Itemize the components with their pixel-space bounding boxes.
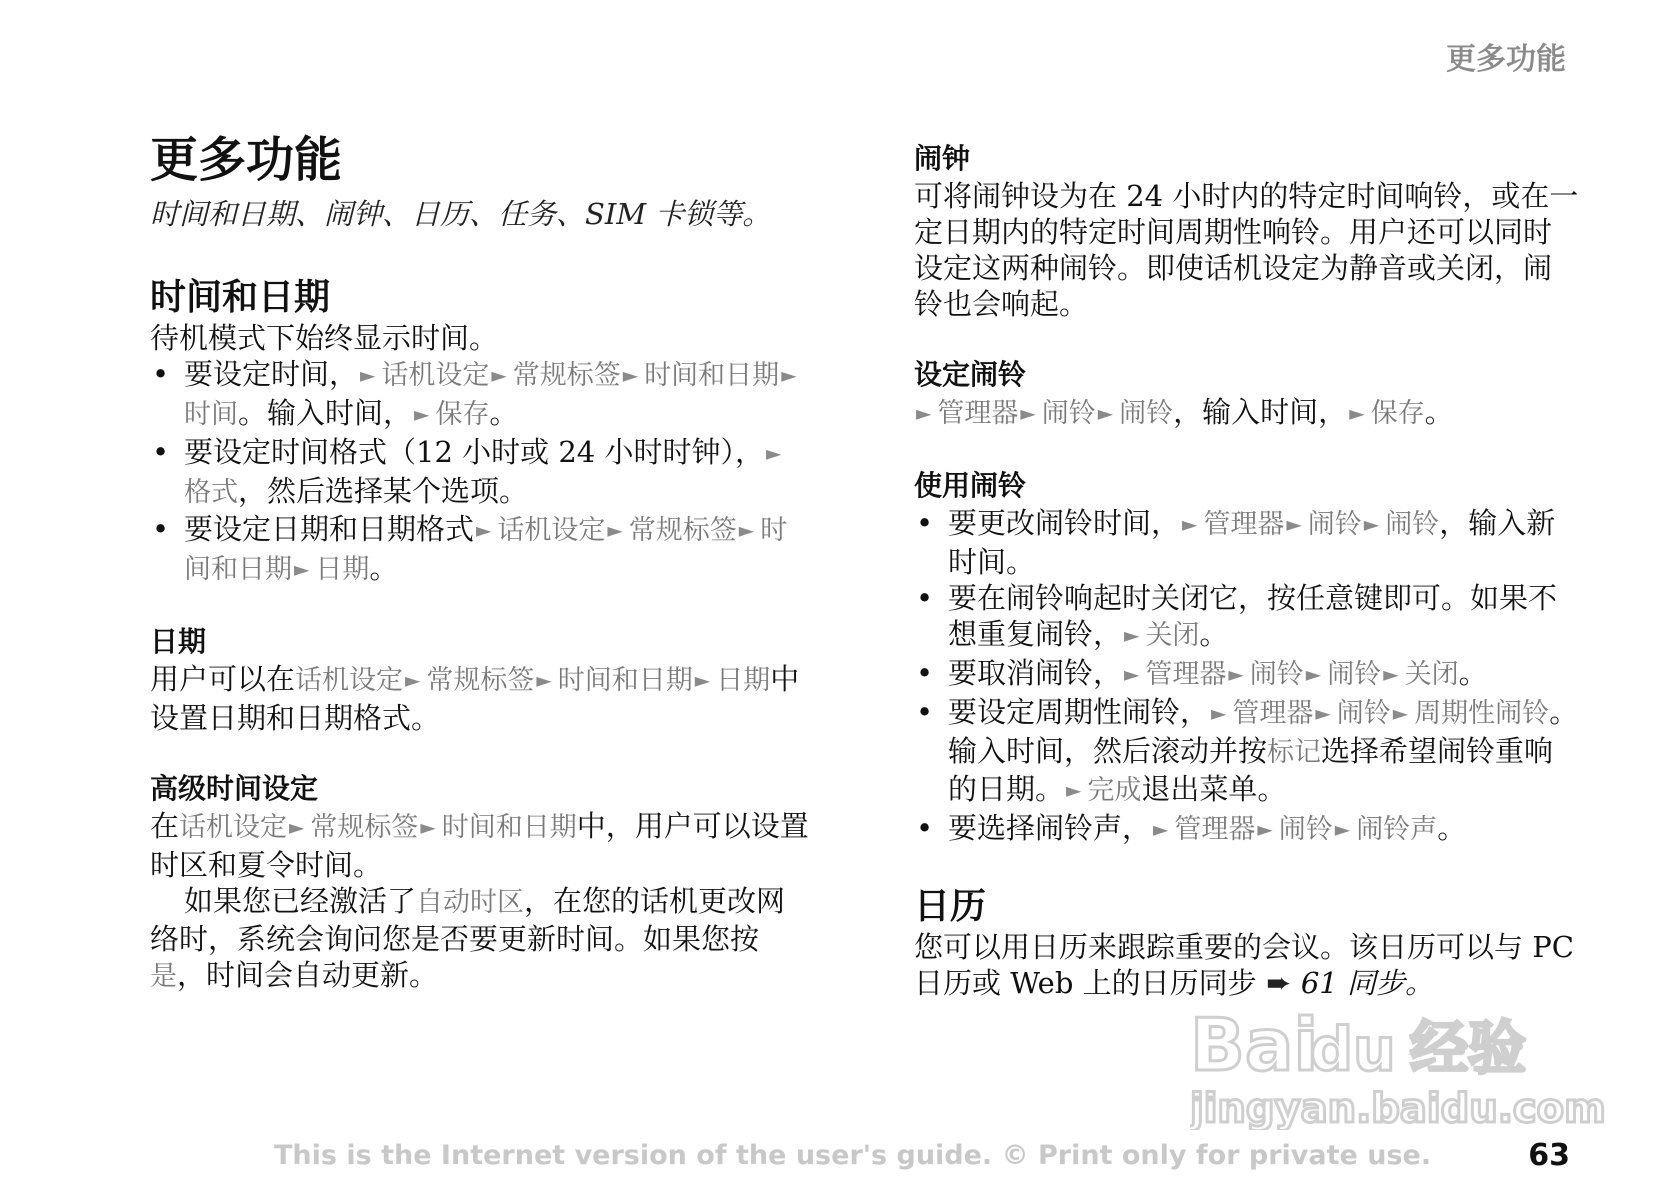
menu-path-item: 话机设定 [381, 360, 490, 391]
nav-arrow-icon: ► [738, 518, 755, 542]
date-body [150, 661, 810, 736]
menu-path-item: 闹铃 [1278, 814, 1333, 845]
menu-path-item: 时间和日期 [557, 665, 693, 696]
text-run: 。 [369, 551, 399, 585]
menu-path-item: 管理器 [1203, 509, 1285, 540]
text-run: 。输入时间，然后滚动并按 [948, 695, 1579, 768]
nav-arrow-icon: ► [765, 441, 782, 465]
set-alarm-body [914, 394, 1580, 433]
menu-path-item: 周期性闹铃 [1414, 698, 1550, 729]
set-alarm-heading: 设定闹铃 [914, 358, 1027, 391]
nav-arrow-icon: ► [294, 557, 310, 581]
nav-arrow-icon: ► [622, 363, 639, 387]
text-run: 中，用户可以设置时区和夏令时间。 [150, 809, 809, 882]
menu-path-item: 关闭 [1404, 659, 1459, 690]
menu-path-item: 完成 [1087, 775, 1142, 806]
list-item [914, 655, 1580, 694]
date-heading: 日期 [150, 625, 207, 658]
menu-path-item: 闹铃 [1327, 659, 1382, 690]
nav-arrow-icon: ► [1182, 512, 1198, 536]
list-item [150, 511, 810, 589]
list-item [914, 580, 1580, 655]
svg-text:jingyan.baidu.com: jingyan.baidu.com [1190, 1086, 1606, 1130]
menu-path-item: 时间 [184, 399, 238, 430]
nav-arrow-icon: ► [916, 401, 932, 425]
calendar-body [914, 929, 1580, 1002]
list-item [150, 434, 810, 511]
nav-arrow-icon: ► [1334, 817, 1351, 841]
page-subtitle: 时间和日期、闹钟、日历、任务、SIM 卡锁等。 [150, 197, 772, 231]
text-run: 在 [150, 809, 180, 843]
advanced-time-p1 [150, 808, 810, 883]
menu-path-item: 管理器 [1145, 659, 1227, 690]
menu-path-item: 时间和日期 [184, 515, 788, 585]
nav-arrow-icon: ► [607, 518, 623, 542]
running-header: 更多功能 [1446, 42, 1566, 77]
time-date-intro: 待机模式下始终显示时间。 [150, 321, 499, 355]
nav-arrow-icon: ► [1392, 701, 1409, 725]
text-run: ，输入时间， [1173, 395, 1348, 429]
menu-path-item: 是 [150, 961, 177, 992]
advanced-time-p2 [150, 883, 810, 995]
bullet-icon: • [916, 581, 934, 615]
nav-arrow-icon: ► [420, 815, 436, 839]
nav-arrow-icon: ► [1153, 817, 1169, 841]
text-run: 中设置日期和日期格式。 [150, 662, 800, 735]
menu-path-item: 管理器 [937, 398, 1019, 429]
bullet-icon: • [152, 512, 170, 546]
text-run: ，输入新时间。 [948, 506, 1556, 579]
text-run: 。输入时间， [238, 396, 413, 430]
text-run: 选择希望闹铃重响的日期。 [948, 734, 1554, 806]
text-run: 。 [1458, 656, 1488, 690]
menu-path-item: 关闭 [1145, 620, 1200, 651]
bullet-icon: • [916, 695, 934, 729]
menu-path-item: 闹铃 [1249, 659, 1304, 690]
nav-arrow-icon: ► [1124, 623, 1140, 647]
menu-path-item: 闹铃 [1385, 509, 1440, 540]
menu-path-item: 话机设定 [497, 515, 606, 546]
nav-arrow-icon: ► [476, 518, 492, 542]
calendar-heading: 日历 [914, 886, 987, 927]
nav-arrow-icon: ► [1257, 817, 1273, 841]
text-run: ，然后选择某个选项。 [238, 474, 529, 508]
bullet-icon: • [152, 357, 170, 391]
menu-path-item: 闹铃 [1041, 398, 1096, 429]
nav-arrow-icon: ► [1211, 701, 1227, 725]
list-item [914, 505, 1580, 580]
nav-arrow-icon: ► [781, 363, 797, 387]
menu-path-item: 时间和日期 [644, 360, 780, 391]
nav-arrow-icon: ► [1363, 512, 1380, 536]
nav-arrow-icon: ► [491, 363, 507, 387]
text-run: 要取消闹铃， [948, 656, 1123, 690]
nav-arrow-icon: ► [1383, 662, 1399, 686]
menu-path-item: 日期 [315, 554, 370, 585]
svg-text:经验: 经验 [1410, 1014, 1527, 1082]
nav-arrow-icon: ► [1066, 778, 1082, 802]
menu-path-item: 话机设定 [295, 665, 404, 696]
nav-arrow-icon: ► [694, 668, 711, 692]
nav-arrow-icon: ► [536, 668, 552, 692]
nav-arrow-icon: ► [1228, 662, 1244, 686]
menu-path-item: 闹铃 [1336, 698, 1391, 729]
baidu-jingyan-watermark [1190, 1000, 1610, 1130]
menu-path-item: 闹铃声 [1356, 814, 1438, 845]
left-column [150, 128, 810, 995]
menu-path-item: 话机设定 [179, 812, 288, 843]
text-run: ，时间会自动更新。 [177, 958, 439, 992]
menu-path-item: 自动时区 [416, 887, 525, 918]
nav-arrow-icon: ► [414, 402, 430, 426]
page-title: 更多功能 [150, 132, 343, 188]
menu-path-item: 日期 [716, 665, 771, 696]
menu-path-item: 格式 [184, 477, 238, 508]
use-alarm-list [914, 505, 1580, 849]
bullet-icon: • [916, 656, 934, 690]
calendar-text: 您可以用日历来跟踪重要的会议。该日历可以与 PC 日历或 Web 上的日历同步 [914, 930, 1574, 1000]
text-run: 要在闹铃响起时关闭它，按任意键即可。如果不想重复闹铃， [948, 581, 1558, 651]
text-run: 。 [1199, 617, 1229, 651]
text-run: 要设定时间格式（12 小时或 24 小时时钟）， [184, 435, 764, 469]
text-run: 用户可以在 [150, 662, 296, 696]
menu-path-item: 闹铃 [1119, 398, 1174, 429]
nav-arrow-icon: ► [1315, 701, 1331, 725]
menu-path-item: 标记 [1267, 737, 1322, 768]
menu-path-item: 闹铃 [1307, 509, 1362, 540]
advanced-time-heading: 高级时间设定 [150, 772, 319, 805]
menu-path-item: 常规标签 [512, 360, 621, 391]
text-run: 。 [1437, 811, 1467, 845]
time-date-heading: 时间和日期 [150, 277, 331, 318]
text-run: 要设定周期性闹铃， [948, 695, 1210, 729]
nav-arrow-icon: ► [1124, 662, 1140, 686]
text-run: 。 [1424, 395, 1454, 429]
text-run: ，在您的话机更改网络时，系统会询问您是否要更新时间。如果您按 [150, 884, 786, 956]
cross-reference: 61 同步。 [1300, 966, 1434, 1000]
svg-text:du: du [1310, 1015, 1396, 1085]
menu-path-item: 管理器 [1232, 698, 1314, 729]
nav-arrow-icon: ► [289, 815, 305, 839]
nav-arrow-icon: ► [405, 668, 421, 692]
nav-arrow-icon: ► [1286, 512, 1302, 536]
baidu-logo-icon [1190, 1000, 1610, 1130]
time-date-list [150, 356, 810, 589]
nav-arrow-icon: ► [1349, 401, 1365, 425]
alarm-heading: 闹钟 [914, 142, 971, 175]
nav-arrow-icon: ► [1305, 662, 1322, 686]
nav-arrow-icon: ► [1020, 401, 1036, 425]
menu-path-item: 保存 [435, 399, 490, 430]
svg-text:Bai: Bai [1190, 1003, 1319, 1087]
menu-path-item: 时间和日期 [441, 812, 577, 843]
use-alarm-heading: 使用闹铃 [914, 469, 1027, 502]
cross-reference-arrow-icon: ➨ [1256, 966, 1301, 1001]
bullet-icon: • [916, 811, 934, 845]
alarm-body: 可将闹钟设为在 24 小时内的特定时间响铃，或在一定日期内的特定时间周期性响铃。用户还可以同时设定这两种闹铃。即使话机设定为静音或关闭，闹铃也会响起。 [914, 179, 1579, 321]
list-item [914, 694, 1580, 810]
text-run: 要设定时间， [184, 357, 359, 391]
menu-path-item: 常规标签 [628, 515, 737, 546]
text-run: 如果您已经激活了 [184, 884, 417, 918]
menu-path-item: 保存 [1370, 398, 1425, 429]
list-item [914, 810, 1580, 849]
menu-path-item: 管理器 [1174, 814, 1256, 845]
bullet-icon: • [916, 506, 934, 540]
page-number: 63 [1528, 1138, 1570, 1173]
footer-note: This is the Internet version of the user's guide. © Print only for private use. [274, 1140, 1432, 1171]
text-run: 退出菜单。 [1141, 772, 1287, 806]
nav-arrow-icon: ► [1097, 401, 1114, 425]
menu-path-item: 常规标签 [426, 665, 535, 696]
bullet-icon: • [152, 435, 170, 469]
nav-arrow-icon: ► [360, 363, 376, 387]
right-column [914, 140, 1580, 1002]
menu-path-item: 常规标签 [310, 812, 419, 843]
text-run: 。 [489, 396, 519, 430]
text-run: 要设定日期和日期格式 [184, 512, 475, 546]
text-run: 要选择闹铃声， [948, 811, 1152, 845]
list-item [150, 356, 810, 434]
text-run: 要更改闹铃时间， [948, 506, 1181, 540]
